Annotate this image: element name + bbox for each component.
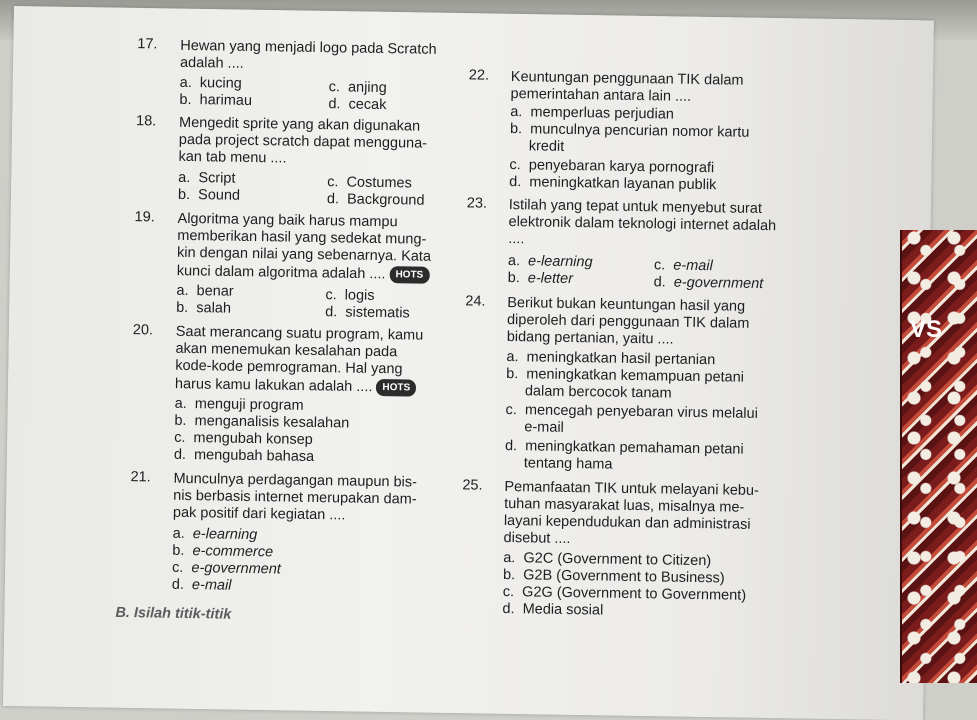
option-d: d. sistematis [325,304,410,322]
option-b: b. Sound [177,186,241,204]
option-c: c. mengubah konsep [174,429,313,448]
question-text: .... [508,231,525,248]
option-c-cont: e-mail [524,419,564,436]
question-text: layani kependudukan dan administrasi [503,512,751,533]
option-c: c. G2G (Government to Government) [502,583,747,604]
hots-badge: HOTS [376,379,416,397]
question-text: Algoritma yang baik harus mampu [177,210,398,231]
question-number: 19. [134,209,155,226]
question-text: elektronik dalam teknologi internet adalah [508,214,777,235]
option-c: c. penyebaran karya pornografi [509,157,715,177]
option-d: d. meningkatkan layanan publik [509,174,717,194]
question-text: pada project scratch dapat mengguna- [178,131,428,152]
option-a: a. meningkatkan hasil pertanian [506,349,716,369]
option-b: b. harimau [179,91,253,109]
option-d-cont: tentang hama [523,455,613,473]
option-b: b. menganalisis kesalahan [174,412,350,432]
option-a: a. menguji program [174,395,304,414]
question-text: kode-kode pemrograman. Hal yang [175,357,403,378]
question-text: Istilah yang tepat untuk menyebut surat [508,197,763,217]
option-d: d. Media sosial [502,600,604,619]
hots-badge: HOTS [389,266,429,284]
option-c: c. logis [325,287,375,304]
question-text: akan menemukan kesalahan pada [175,340,398,361]
option-b: b. meningkatkan kemampuan petani [506,365,745,386]
option-b: b. salah [176,299,232,317]
question-number: 22. [468,67,490,84]
option-b-cont: dalam bercocok tanam [524,383,672,402]
option-c: c. Costumes [327,174,412,192]
question-text: disebut .... [503,529,571,548]
option-b: b. e-commerce [172,542,274,561]
option-d: d. mengubah bahasa [173,446,315,465]
option-d: d. e-mail [171,576,232,594]
option-b: b. G2B (Government to Business) [502,566,725,587]
question-text: nis berbasis internet merupakan dam- [173,487,417,508]
question-text: Hewan yang menjadi logo pada Scratch [180,37,437,58]
option-a: a. G2C (Government to Citizen) [503,549,712,570]
option-d: d. e-government [653,274,764,293]
option-a: a. memperluas perjudian [510,104,675,123]
question-text: kunci dalam algoritma adalah .... HOTS [177,263,430,284]
question-text: Berikut bukan keuntungan hasil yang [507,295,746,315]
question-text: diperoleh dari penggunaan TIK dalam [506,312,750,332]
cloth-text-mark: VS [910,316,943,343]
question-text: harus kamu lakukan adalah .... HOTS [175,376,417,397]
option-c: c. mencegah penyebaran virus melalui [505,401,759,422]
option-d: d. Background [326,191,425,209]
question-text: kin dengan nilai yang sebenarnya. Kata [176,244,432,265]
question-number: 25. [462,477,483,494]
question-text: bidang pertanian, yaitu .... [506,329,674,348]
option-d: d. cecak [328,96,387,114]
question-number: 24. [465,293,486,310]
option-a: a. benar [176,282,234,300]
question-number: 17. [137,36,158,53]
question-text: tuhan masyarakat luas, misalnya me- [504,495,745,516]
question-number: 18. [135,113,157,130]
option-c: c. e-government [171,559,282,578]
section-heading-partial: B. Isilah titik-titik [115,604,232,623]
option-a: a. Script [178,169,236,187]
question-text: Pemanfaatan TIK untuk melayani kebu- [504,478,759,499]
option-b-cont: kredit [528,138,565,155]
question-text: Keuntungan penggunaan TIK dalam [510,69,744,89]
option-d: d. meningkatkan pemahaman petani [504,437,744,458]
question-text: pemerintahan antara lain .... [510,86,692,105]
option-a: a. e-learning [172,525,258,544]
question-number: 23. [466,195,488,212]
option-c: c. e-mail [653,257,713,275]
option-b: b. munculnya pencurian nomor kartu [509,121,750,141]
question-text: adalah .... [179,54,244,72]
question-text: Mengedit sprite yang akan digunakan [178,114,421,135]
question-text: Saat merancang suatu program, kamu [175,323,424,344]
option-a: a. e-learning [507,253,593,271]
option-b: b. e-letter [507,270,574,288]
question-text: kan tab menu .... [178,148,287,167]
question-text: memberikan hasil yang sedekat mung- [177,227,427,248]
question-number: 21. [130,469,151,486]
question-number: 20. [132,322,154,339]
question-text: Munculnya perdagangan maupun bis- [173,470,418,491]
option-a: a. kucing [179,74,242,92]
option-c: c. anjing [328,79,387,97]
question-text: pak positif dari kegiatan .... [172,504,346,524]
